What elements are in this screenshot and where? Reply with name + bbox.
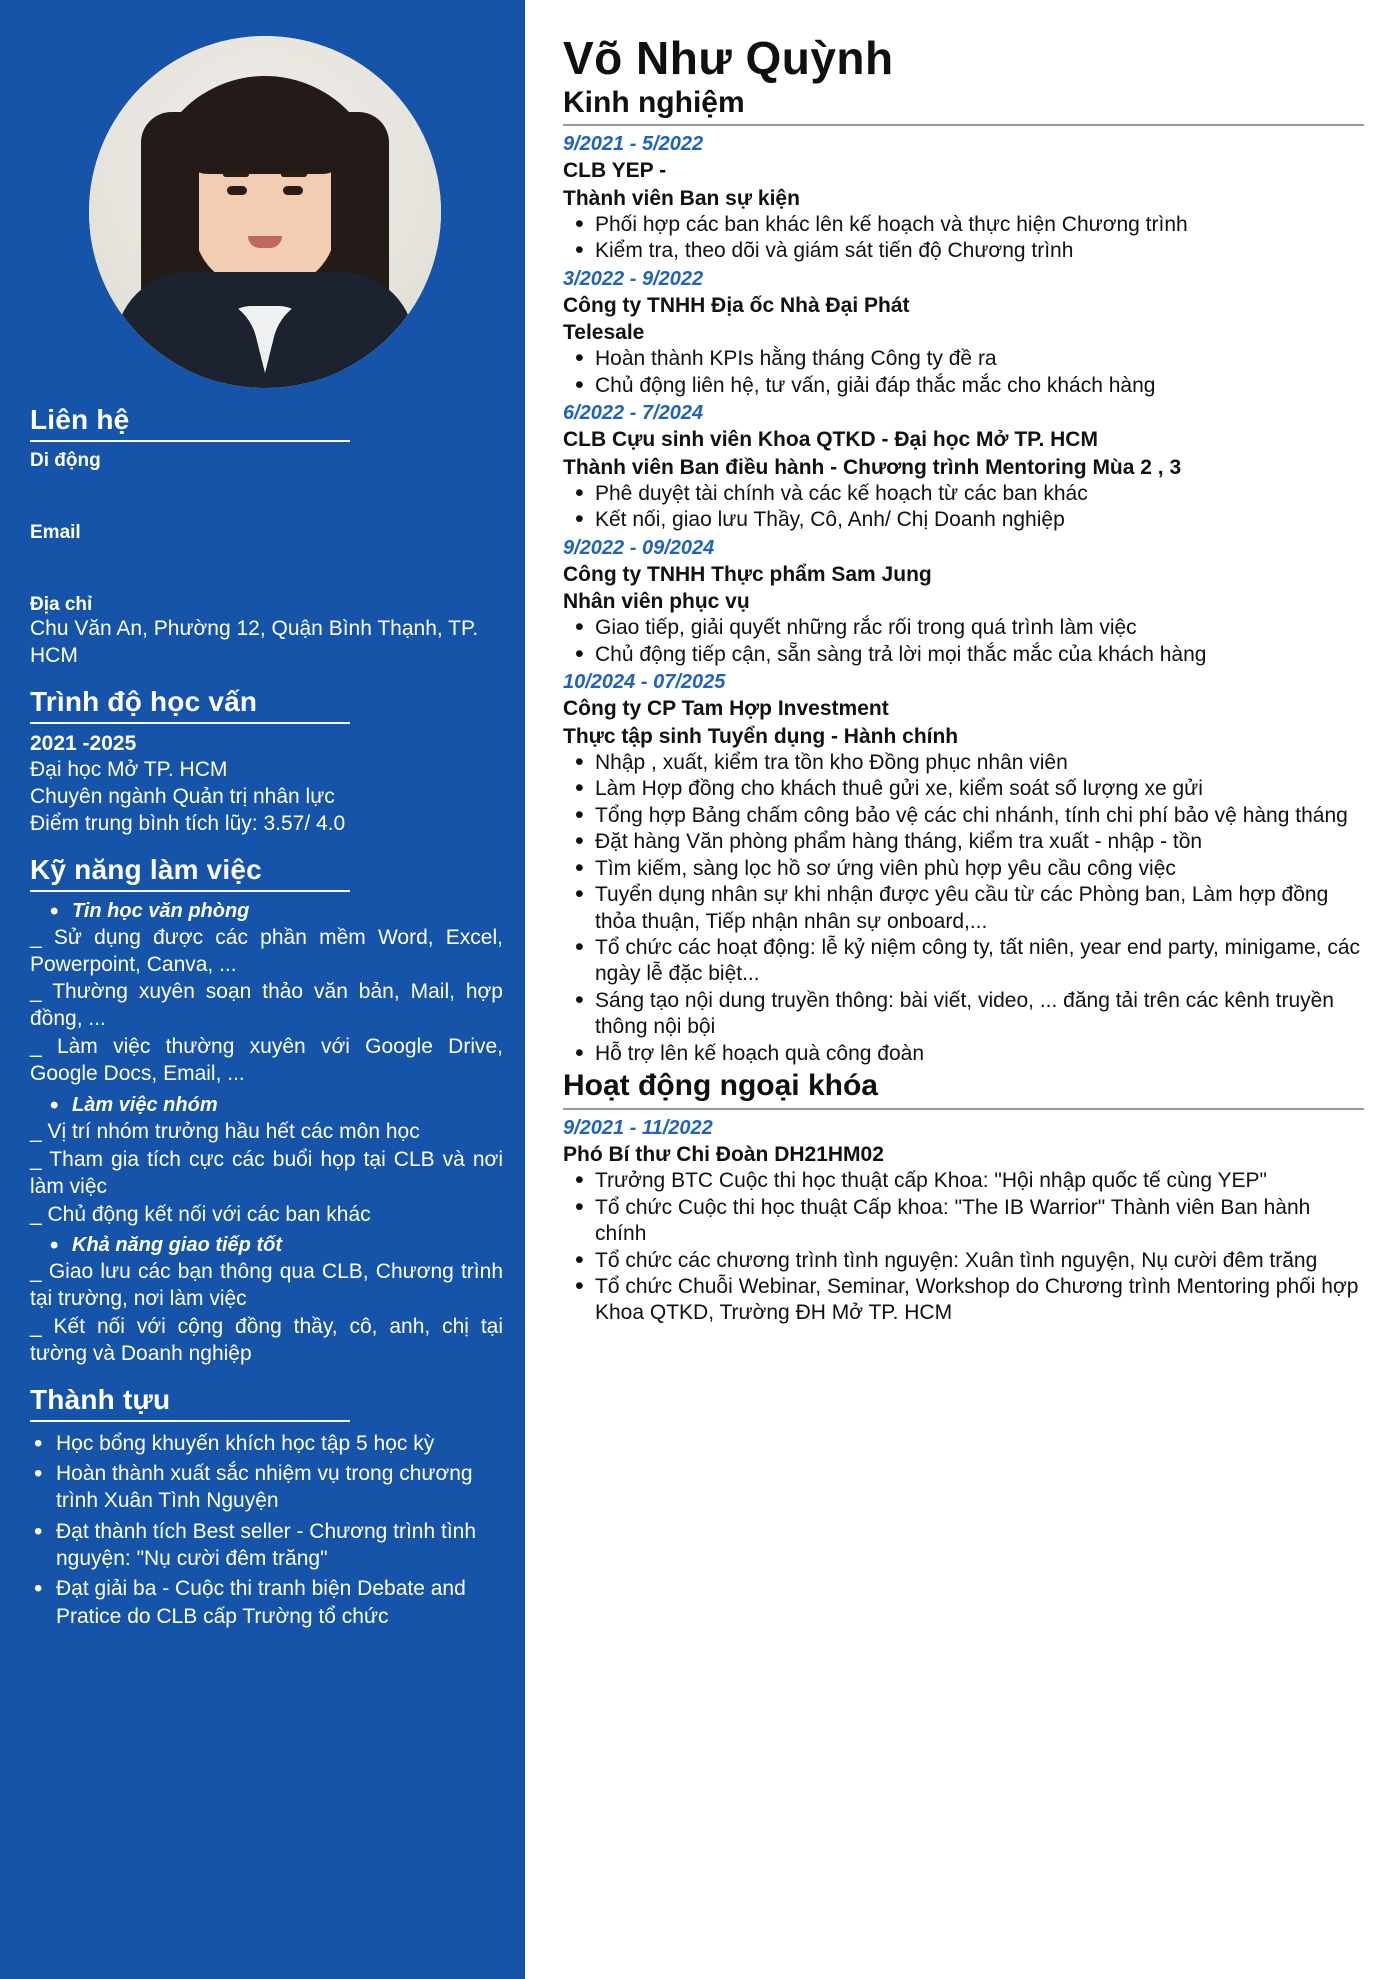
contact-label-address: Địa chỉ bbox=[30, 594, 93, 615]
list-item: • Tuyển dụng nhân sự khi nhận được yêu cầu từ các Phòng ban, Làm hợp đồng thỏa thuận, Tiếp nhận nhân sự onboard,... bbox=[563, 882, 1364, 935]
skill-item: _ Kết nối với cộng đồng thầy, cô, anh, chị tại tường và Doanh nghiệp bbox=[30, 1315, 503, 1366]
list-item: • Tổng hợp Bảng chấm công bảo vệ các chi nhánh, tính chi phí bảo vệ hàng tháng bbox=[563, 803, 1364, 829]
contact-heading: Liên hệ bbox=[30, 404, 130, 435]
education-rule bbox=[30, 722, 350, 724]
extracurricular-bullets bbox=[563, 1168, 1364, 1327]
skill-item: _ Thường xuyên soạn thảo văn bản, Mail, hợp đồng, ... bbox=[30, 980, 503, 1031]
list-item: • Phê duyệt tài chính và các kế hoạch từ các ban khác bbox=[563, 481, 1364, 507]
list-item: • Tổ chức Cuộc thi học thuật Cấp khoa: "The IB Warrior" Thành viên Ban hành chính bbox=[563, 1195, 1364, 1248]
skill-item: _ Giao lưu các bạn thông qua CLB, Chương trình tại trường, nơi làm việc bbox=[30, 1260, 503, 1311]
experience-date: 10/2024 - 07/2025 bbox=[563, 671, 726, 694]
skill-item: _ Làm việc thường xuyên với Google Drive, Google Docs, Email, ... bbox=[30, 1035, 503, 1086]
achievements-list bbox=[26, 1430, 503, 1630]
list-item: • Sáng tạo nội dung truyền thông: bài viết, video, ... đăng tải trên các kênh truyền thông nội bội bbox=[563, 988, 1364, 1041]
experience-entry bbox=[563, 131, 1364, 265]
list-item: • Phối hợp các ban khác lên kế hoạch và thực hiện Chương trình bbox=[563, 212, 1364, 238]
list-item: • Hoàn thành KPIs hằng tháng Công ty đề ra bbox=[563, 346, 1364, 372]
experience-entry bbox=[563, 266, 1364, 400]
achievements-rule bbox=[30, 1420, 350, 1422]
extracurricular-date: 9/2021 - 11/2022 bbox=[563, 1116, 713, 1139]
experience-org: Công ty TNHH Thực phẩm Sam Jung bbox=[563, 562, 932, 586]
extracurricular-rule bbox=[563, 1108, 1364, 1110]
skills-rule bbox=[30, 890, 350, 892]
experience-bullets bbox=[563, 750, 1364, 1067]
list-item: • Đạt thành tích Best seller - Chương trình tình nguyện: "Nụ cười đêm trăng" bbox=[30, 1518, 503, 1573]
list-item: • Tổ chức Chuỗi Webinar, Seminar, Workshop do Chương trình Mentoring phối hợp Khoa QTKD, Trường ĐH Mở TP. HCM bbox=[563, 1274, 1364, 1327]
experience-bullets bbox=[563, 346, 1364, 399]
list-item: • Học bổng khuyến khích học tập 5 học kỳ bbox=[30, 1430, 503, 1457]
experience-role: Thực tập sinh Tuyển dụng - Hành chính bbox=[563, 724, 959, 748]
avatar-fringe bbox=[177, 90, 353, 174]
experience-bullets bbox=[563, 615, 1364, 668]
achievements-heading: Thành tựu bbox=[30, 1383, 171, 1415]
page-title: Võ Như Quỳnh bbox=[563, 32, 894, 84]
education-years: 2021 -2025 bbox=[30, 731, 137, 755]
education-major: Chuyên ngành Quản trị nhân lực bbox=[30, 785, 335, 809]
contact-rule bbox=[30, 440, 350, 442]
avatar-eyebrow-right bbox=[281, 172, 307, 177]
experience-role: Nhân viên phục vụ bbox=[563, 590, 750, 614]
avatar-eye-right bbox=[283, 186, 303, 195]
extracurricular-entry bbox=[563, 1115, 1364, 1327]
contact-value-email bbox=[26, 544, 503, 558]
skill-item: _ Chủ động kết nối với các ban khác bbox=[30, 1202, 371, 1226]
contact-email-spacer bbox=[26, 558, 503, 590]
contact-field-email bbox=[26, 522, 503, 590]
list-item: • Kiểm tra, theo dõi và giám sát tiến độ Chương trình bbox=[563, 238, 1364, 264]
list-item: • Trưởng BTC Cuộc thi học thuật cấp Khoa: "Hội nhập quốc tế cùng YEP" bbox=[563, 1168, 1364, 1194]
experience-org: CLB YEP - bbox=[563, 159, 667, 183]
experience-date: 6/2022 - 7/2024 bbox=[563, 402, 704, 425]
experience-entry bbox=[563, 400, 1364, 534]
contact-field-address bbox=[26, 594, 503, 670]
skill-item: _ Sử dụng được các phần mềm Word, Excel, Powerpoint, Canva, ... bbox=[30, 925, 503, 976]
experience-org: Công ty CP Tam Hợp Investment bbox=[563, 697, 889, 721]
list-item: • Đạt giải ba - Cuộc thi tranh biện Debate and Pratice do CLB cấp Trường tổ chức bbox=[30, 1575, 503, 1630]
main-content bbox=[525, 0, 1400, 1979]
skill-group-title: • Làm việc nhóm bbox=[72, 1094, 503, 1117]
list-item: • Hoàn thành xuất sắc nhiệm vụ trong chương trình Xuân Tình Nguyện bbox=[30, 1460, 503, 1515]
experience-date: 9/2022 - 09/2024 bbox=[563, 536, 715, 559]
extracurricular-org: Phó Bí thư Chi Đoàn DH21HM02 bbox=[563, 1142, 884, 1166]
experience-role: Thành viên Ban điều hành - Chương trình Mentoring Mùa 2 , 3 bbox=[563, 455, 1182, 479]
experience-role: Telesale bbox=[563, 321, 645, 345]
contact-value-address: Chu Văn An, Phường 12, Quận Bình Thạnh, TP. HCM bbox=[30, 617, 479, 667]
skill-item: _ Tham gia tích cực các buổi họp tại CLB và nơi làm việc bbox=[30, 1147, 503, 1198]
list-item: • Hỗ trợ lên kế hoạch quà công đoàn bbox=[563, 1041, 1364, 1067]
experience-bullets bbox=[563, 212, 1364, 265]
experience-entry bbox=[563, 669, 1364, 1067]
list-item: • Tổ chức các hoạt động: lễ kỷ niệm công ty, tất niên, year end party, minigame, các ngày lễ đặc biệt... bbox=[563, 935, 1364, 988]
contact-mobile-spacer bbox=[26, 486, 503, 518]
skill-group-communication bbox=[26, 1234, 503, 1368]
avatar-eye-left bbox=[227, 186, 247, 195]
list-item: • Kết nối, giao lưu Thầy, Cô, Anh/ Chị Doanh nghiệp bbox=[563, 507, 1364, 533]
list-item: • Làm Hợp đồng cho khách thuê gửi xe, kiểm soát số lượng xe gửi bbox=[563, 776, 1364, 802]
avatar-eyebrow-left bbox=[223, 172, 249, 177]
list-item: • Nhập , xuất, kiểm tra tồn kho Đồng phục nhân viên bbox=[563, 750, 1364, 776]
list-item: • Giao tiếp, giải quyết những rắc rối trong quá trình làm việc bbox=[563, 615, 1364, 641]
experience-role: Thành viên Ban sự kiện bbox=[563, 186, 800, 210]
experience-heading: Kinh nghiệm bbox=[563, 85, 745, 119]
list-item: • Tổ chức các chương trình tình nguyện: Xuân tình nguyện, Nụ cười đêm trăng bbox=[563, 1248, 1364, 1274]
experience-org: CLB Cựu sinh viên Khoa QTKD - Đại học Mở TP. HCM bbox=[563, 428, 1098, 452]
contact-value-mobile bbox=[26, 472, 503, 486]
education-heading: Trình độ học vấn bbox=[30, 685, 258, 717]
skill-group-title: • Khả năng giao tiếp tốt bbox=[72, 1234, 503, 1257]
skills-heading: Kỹ năng làm việc bbox=[30, 853, 262, 885]
list-item: • Chủ động liên hệ, tư vấn, giải đáp thắc mắc cho khách hàng bbox=[563, 373, 1364, 399]
sidebar bbox=[0, 0, 525, 1979]
experience-entry bbox=[563, 535, 1364, 669]
list-item: • Chủ động tiếp cận, sẵn sàng trả lời mọi thắc mắc của khách hàng bbox=[563, 642, 1364, 668]
education-gpa: Điểm trung bình tích lũy: 3.57/ 4.0 bbox=[30, 812, 346, 836]
extracurricular-heading: Hoạt động ngoại khóa bbox=[563, 1069, 878, 1103]
avatar bbox=[89, 36, 441, 388]
contact-field-mobile bbox=[26, 450, 503, 518]
list-item: • Đặt hàng Văn phòng phẩm hàng tháng, kiểm tra xuất - nhập - tồn bbox=[563, 829, 1364, 855]
list-item: • Tìm kiếm, sàng lọc hồ sơ ứng viên phù hợp yêu cầu công việc bbox=[563, 856, 1364, 882]
skill-item: _ Vị trí nhóm trưởng hầu hết các môn học bbox=[30, 1119, 420, 1143]
experience-org: Công ty TNHH Địa ốc Nhà Đại Phát bbox=[563, 293, 910, 317]
skill-group-teamwork bbox=[26, 1094, 503, 1229]
experience-rule bbox=[563, 124, 1364, 126]
skill-group-office bbox=[26, 900, 503, 1088]
experience-date: 3/2022 - 9/2022 bbox=[563, 267, 704, 290]
experience-bullets bbox=[563, 481, 1364, 534]
education-school: Đại học Mở TP. HCM bbox=[30, 757, 228, 781]
contact-label-mobile: Di động bbox=[30, 450, 101, 471]
experience-date: 9/2021 - 5/2022 bbox=[563, 133, 704, 156]
contact-label-email: Email bbox=[30, 522, 81, 543]
skill-group-title: • Tin học văn phòng bbox=[72, 900, 503, 923]
